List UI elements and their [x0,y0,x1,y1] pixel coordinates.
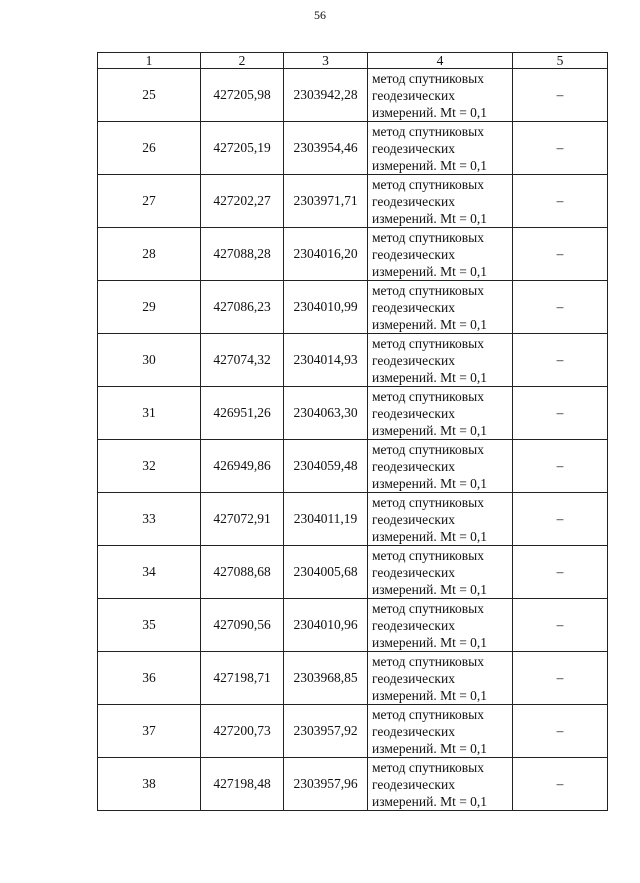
y-coordinate-cell: 2304063,30 [284,387,368,440]
note-cell: – [513,175,608,228]
method-text-line: измерений. Mt = 0,1 [372,740,488,756]
header-col-1: 1 [98,53,201,69]
table-row [98,705,608,758]
coordinates-table [97,52,608,811]
table-row [98,175,608,228]
point-number-cell: 26 [98,122,201,175]
x-coordinate-cell: 426949,86 [201,440,284,493]
method-text-line: метод спутниковых [372,441,484,457]
y-coordinate-cell: 2303942,28 [284,69,368,122]
method-text-line: метод спутниковых [372,600,484,616]
method-text-line: измерений. Mt = 0,1 [372,634,488,650]
x-coordinate-cell: 426951,26 [201,387,284,440]
method-cell [368,705,513,758]
method-text-line: измерений. Mt = 0,1 [372,687,488,703]
method-text-line: геодезических [372,405,455,421]
point-number-cell: 29 [98,281,201,334]
point-number-cell: 37 [98,705,201,758]
method-text-line: геодезических [372,511,455,527]
y-coordinate-cell: 2303954,46 [284,122,368,175]
table-row [98,281,608,334]
note-cell: – [513,334,608,387]
method-text-line: метод спутниковых [372,70,484,86]
y-coordinate-cell: 2304005,68 [284,546,368,599]
table-row [98,69,608,122]
method-text-line: метод спутниковых [372,388,484,404]
table-row [98,440,608,493]
method-text-line: метод спутниковых [372,176,484,192]
note-cell: – [513,652,608,705]
method-text-line: метод спутниковых [372,547,484,563]
note-cell: – [513,758,608,811]
method-cell [368,546,513,599]
y-coordinate-cell: 2303968,85 [284,652,368,705]
method-cell [368,122,513,175]
y-coordinate-cell: 2303957,96 [284,758,368,811]
method-text-line: геодезических [372,776,455,792]
x-coordinate-cell: 427200,73 [201,705,284,758]
method-text-line: измерений. Mt = 0,1 [372,528,488,544]
method-cell [368,387,513,440]
method-text-line: измерений. Mt = 0,1 [372,369,488,385]
method-text-line: метод спутниковых [372,759,484,775]
method-text-line: геодезических [372,458,455,474]
x-coordinate-cell: 427198,71 [201,652,284,705]
y-coordinate-cell: 2304059,48 [284,440,368,493]
table-row [98,334,608,387]
method-text-line: измерений. Mt = 0,1 [372,793,488,809]
x-coordinate-cell: 427086,23 [201,281,284,334]
method-text-line: метод спутниковых [372,282,484,298]
table-row [98,493,608,546]
table-body [98,69,608,811]
page-number: 56 [314,8,326,22]
method-text-line: измерений. Mt = 0,1 [372,316,488,332]
y-coordinate-cell: 2304010,96 [284,599,368,652]
table-row [98,122,608,175]
note-cell: – [513,281,608,334]
table-row [98,599,608,652]
x-coordinate-cell: 427205,98 [201,69,284,122]
point-number-cell: 35 [98,599,201,652]
table-row [98,652,608,705]
y-coordinate-cell: 2303971,71 [284,175,368,228]
table-row [98,228,608,281]
point-number-cell: 32 [98,440,201,493]
method-cell [368,599,513,652]
point-number-cell: 36 [98,652,201,705]
note-cell: – [513,440,608,493]
point-number-cell: 34 [98,546,201,599]
note-cell: – [513,122,608,175]
method-text-line: измерений. Mt = 0,1 [372,581,488,597]
method-cell [368,440,513,493]
note-cell: – [513,387,608,440]
point-number-cell: 30 [98,334,201,387]
method-text-line: измерений. Mt = 0,1 [372,104,488,120]
table-row [98,758,608,811]
header-col-3: 3 [284,53,368,69]
method-text-line: геодезических [372,352,455,368]
point-number-cell: 33 [98,493,201,546]
method-cell [368,281,513,334]
method-text-line: геодезических [372,723,455,739]
y-coordinate-cell: 2304016,20 [284,228,368,281]
note-cell: – [513,493,608,546]
x-coordinate-cell: 427072,91 [201,493,284,546]
note-cell: – [513,546,608,599]
point-number-cell: 28 [98,228,201,281]
table-row [98,546,608,599]
method-cell [368,175,513,228]
method-text-line: метод спутниковых [372,653,484,669]
point-number-cell: 38 [98,758,201,811]
header-col-5: 5 [513,53,608,69]
method-text-line: измерений. Mt = 0,1 [372,210,488,226]
y-coordinate-cell: 2303957,92 [284,705,368,758]
table-row [98,387,608,440]
x-coordinate-cell: 427205,19 [201,122,284,175]
point-number-cell: 25 [98,69,201,122]
point-number-cell: 27 [98,175,201,228]
method-text-line: геодезических [372,299,455,315]
method-text-line: геодезических [372,140,455,156]
x-coordinate-cell: 427090,56 [201,599,284,652]
method-cell [368,758,513,811]
method-cell [368,652,513,705]
method-cell [368,493,513,546]
y-coordinate-cell: 2304011,19 [284,493,368,546]
point-number-cell: 31 [98,387,201,440]
method-text-line: измерений. Mt = 0,1 [372,157,488,173]
note-cell: – [513,228,608,281]
method-text-line: метод спутниковых [372,123,484,139]
method-text-line: метод спутниковых [372,706,484,722]
note-cell: – [513,599,608,652]
method-text-line: измерений. Mt = 0,1 [372,263,488,279]
method-text-line: геодезических [372,246,455,262]
method-cell [368,69,513,122]
header-col-2: 2 [201,53,284,69]
x-coordinate-cell: 427088,28 [201,228,284,281]
method-text-line: метод спутниковых [372,229,484,245]
header-col-4: 4 [368,53,513,69]
method-cell [368,228,513,281]
method-text-line: геодезических [372,670,455,686]
method-cell [368,334,513,387]
method-text-line: измерений. Mt = 0,1 [372,475,488,491]
table-header-row [98,53,608,69]
method-text-line: метод спутниковых [372,494,484,510]
note-cell: – [513,69,608,122]
y-coordinate-cell: 2304010,99 [284,281,368,334]
x-coordinate-cell: 427088,68 [201,546,284,599]
method-text-line: геодезических [372,87,455,103]
x-coordinate-cell: 427198,48 [201,758,284,811]
x-coordinate-cell: 427074,32 [201,334,284,387]
note-cell: – [513,705,608,758]
x-coordinate-cell: 427202,27 [201,175,284,228]
method-text-line: геодезических [372,617,455,633]
method-text-line: геодезических [372,193,455,209]
method-text-line: геодезических [372,564,455,580]
y-coordinate-cell: 2304014,93 [284,334,368,387]
method-text-line: метод спутниковых [372,335,484,351]
method-text-line: измерений. Mt = 0,1 [372,422,488,438]
